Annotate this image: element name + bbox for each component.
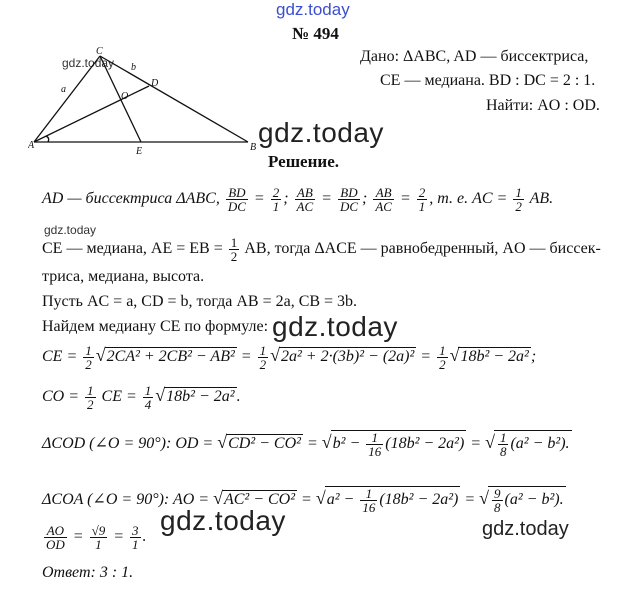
- line-ao: ΔCOA (∠O = 90°): AO = √AC² − CO² = √a² − $\frac{1}{16}$ (18b² − 2a²) = √ $\frac{9}{8}$ (a² − b²).: [42, 486, 564, 515]
- find-line: Найти: AO : OD.: [486, 97, 600, 114]
- line-1: AD — биссектриса ΔABC, $\frac{BD}{DC}$ = $\frac{2}{1}$ ; $\frac{AB}{AC}$ = $\frac{BD}{DC}$ ; $\frac{AB}{AC}$ = $\frac{2}{1}$ , т. е. AC = $\frac{1}{2}$ AB.: [42, 185, 554, 214]
- line-co: CO = $\frac{1}{2}$ CE = $\frac{1}{4}$ √18b² − 2a² .: [42, 383, 241, 412]
- label-side-b: b: [131, 62, 136, 73]
- line-3: триса, медиана, высота.: [42, 268, 205, 285]
- label-c: C: [96, 46, 103, 57]
- frac-half-2: $\frac{1}{2}$: [230, 235, 238, 264]
- watermark-right: gdz.today: [482, 518, 569, 540]
- angle-mark: [46, 136, 49, 142]
- line-ratio: $\frac{AO}{OD}$ = $\frac{√9}{1}$ = $\frac{3}{1}$ .: [46, 523, 147, 552]
- frac-bd-dc: $\frac{BD}{DC}$: [227, 185, 246, 214]
- line-od: ΔCOD (∠O = 90°): OD = √CD² − CO² = √b² − $\frac{1}{16}$ (18b² − 2a²) = √ $\frac{1}{8}$ (a² − b²).: [42, 430, 570, 459]
- label-e: E: [136, 146, 143, 154]
- solution-title: Решение.: [268, 152, 339, 171]
- frac-half: $\frac{1}{2}$: [515, 185, 522, 214]
- watermark-small: gdz.today: [62, 56, 115, 70]
- line-4: Пусть AC = a, CD = b, тогда AB = 2a, CB = 3b.: [42, 293, 358, 310]
- line-ce: CE = $\frac{1}{2}$ √2CA² + 2CB² − AB² = $\frac{1}{2}$ √2a² + 2·(3b)² − (2a)² = $\frac{1}{2}$ √18b² − 2a² ;: [42, 343, 537, 372]
- watermark-big: gdz.today: [272, 311, 398, 342]
- frac-2-1-2: $\frac{2}{1}$: [418, 185, 426, 214]
- label-b: B: [250, 142, 257, 153]
- label-a: A: [28, 140, 35, 151]
- frac-2-1: $\frac{2}{1}$: [272, 185, 280, 214]
- label-o: O: [121, 91, 129, 102]
- watermark-top: gdz.today: [276, 0, 350, 19]
- bisector-ad: [34, 86, 149, 142]
- answer-line: Ответ: 3 : 1.: [42, 564, 134, 581]
- triangle-figure: [28, 44, 262, 154]
- label-side-a: a: [61, 84, 66, 95]
- frac-bd-dc-2: $\frac{BD}{DC}$: [339, 185, 358, 214]
- given-line-2: CE — медиана. BD : DC = 2 : 1.: [380, 72, 596, 89]
- problem-number: № 494: [292, 24, 339, 43]
- watermark-small: gdz.today: [44, 223, 97, 237]
- watermark-big: gdz.today: [258, 117, 384, 148]
- frac-ab-ac: $\frac{AB}{AC}$: [296, 185, 314, 214]
- watermark-big: gdz.today: [160, 505, 286, 536]
- line-1-text: AD — биссектриса ΔABC,: [42, 190, 220, 208]
- frac-ab-ac-2: $\frac{AB}{AC}$: [375, 185, 392, 214]
- line-2: CE — медиана, AE = EB = $\frac{1}{2}$ AB, тогда ΔACE — равнобедренный, AO — биссек-: [42, 235, 601, 264]
- side-ac: [34, 56, 100, 142]
- given-line-1: Дано: ΔABC, AD — биссектриса,: [360, 48, 589, 65]
- label-d: D: [151, 78, 159, 89]
- line-5: Найдем медиану CE по формуле:: [42, 318, 269, 335]
